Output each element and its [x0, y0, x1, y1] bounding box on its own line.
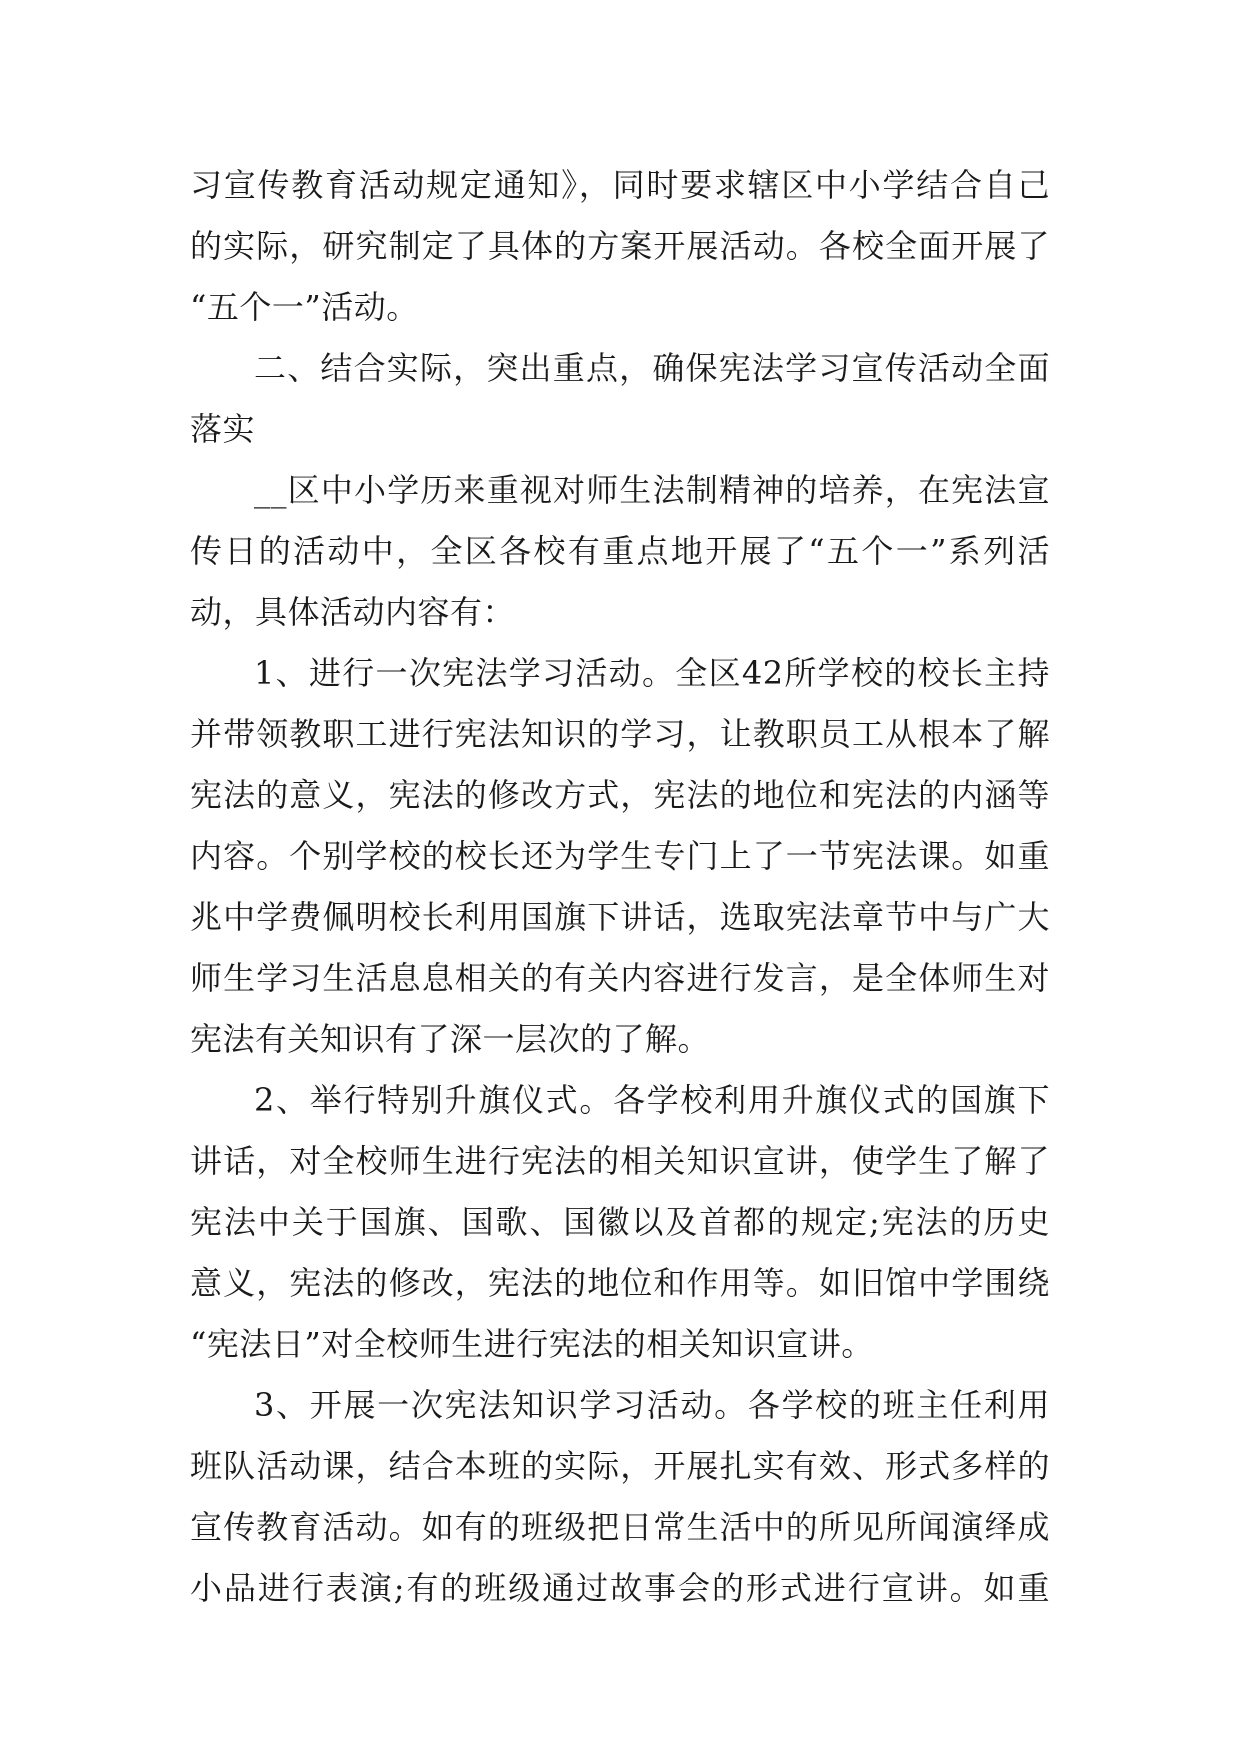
list-item-line: 并带领教职工进行宪法知识的学习，让教职员工从根本了解	[190, 715, 1050, 753]
list-item-line: “宪法日”对全校师生进行宪法的相关知识宣讲。	[190, 1325, 874, 1363]
list-item-line: 3、开展一次宪法知识学习活动。各学校的班主任利用	[254, 1386, 1050, 1424]
text-line: 习宣传教育活动规定通知》，同时要求辖区中小学结合自己	[190, 166, 1050, 204]
list-item-line: 宪法的意义，宪法的修改方式，宪法的地位和宪法的内涵等	[190, 776, 1050, 814]
list-item-line: 讲话，对全校师生进行宪法的相关知识宣讲，使学生了解了	[190, 1142, 1050, 1180]
list-item-line: 内容。个别学校的校长还为学生专门上了一节宪法课。如重	[190, 837, 1050, 875]
list-item-line: 兆中学费佩明校长利用国旗下讲话，选取宪法章节中与广大	[190, 898, 1050, 936]
list-item-line: 意义，宪法的修改，宪法的地位和作用等。如旧馆中学围绕	[190, 1264, 1050, 1302]
list-item-line: 1、进行一次宪法学习活动。全区42所学校的校长主持	[254, 654, 1050, 692]
section-heading: 二、结合实际，突出重点，确保宪法学习宣传活动全面	[254, 349, 1050, 387]
paragraph-line: __区中小学历来重视对师生法制精神的培养，在宪法宣	[254, 471, 1050, 509]
list-item-line: 师生学习生活息息相关的有关内容进行发言，是全体师生对	[190, 959, 1050, 997]
text-line: “五个一”活动。	[190, 288, 419, 326]
list-item-line: 宣传教育活动。如有的班级把日常生活中的所见所闻演绎成	[190, 1508, 1050, 1546]
list-item-line: 小品进行表演;有的班级通过故事会的形式进行宣讲。如重	[190, 1569, 1050, 1607]
paragraph-line: 动，具体活动内容有：	[190, 593, 516, 631]
text-line: 的实际，研究制定了具体的方案开展活动。各校全面开展了	[190, 227, 1050, 265]
section-heading-cont: 落实	[190, 410, 256, 448]
document-page	[190, 155, 1050, 1619]
list-item-line: 宪法中关于国旗、国歌、国徽以及首都的规定;宪法的历史	[190, 1203, 1050, 1241]
paragraph-line: 传日的活动中，全区各校有重点地开展了“五个一”系列活	[190, 532, 1050, 570]
list-item-line: 2、举行特别升旗仪式。各学校利用升旗仪式的国旗下	[254, 1081, 1050, 1119]
list-item-line: 宪法有关知识有了深一层次的了解。	[190, 1020, 711, 1058]
list-item-line: 班队活动课，结合本班的实际，开展扎实有效、形式多样的	[190, 1447, 1050, 1485]
